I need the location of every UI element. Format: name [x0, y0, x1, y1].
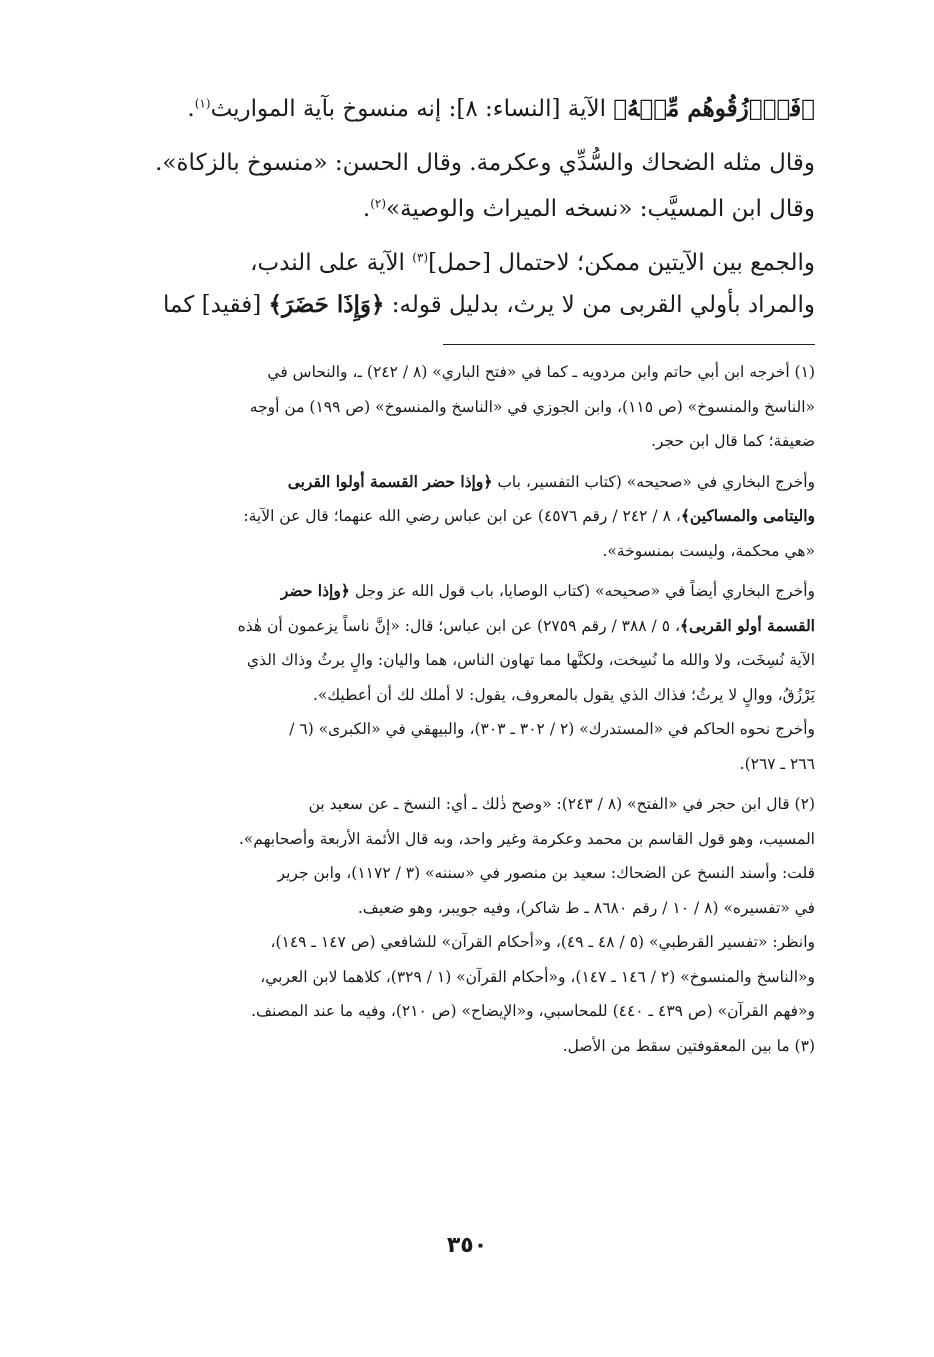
footnote-1-line: يَرْزُقُ، ووالٍ لا يرثُ؛ فذاك الذي يقول بالمعروف، يقول: لا أملك لك أن أعطيك». — [312, 685, 815, 704]
footnote-1-line: (١) أخرجه ابن أبي حاتم وابن مردويه ـ كما في «فتح الباري» (٨ / ٢٤٢) ـ، والنحاس في — [267, 363, 815, 381]
footnote-1-line — [95, 499, 815, 534]
main-text-span: الآية على الندب، — [250, 250, 413, 276]
footnote-1-line — [95, 609, 815, 644]
footnote-3-line: (٣) ما بين المعقوفتين سقط من الأصل. — [562, 1036, 815, 1055]
footnote-2-line: وانظر: «تفسير القرطبي» (٥ / ٤٨ ـ ٤٩)، و«أحكام القرآن» للشافعي (ص ١٤٧ ـ ١٤٩)، — [270, 933, 815, 951]
main-line-5 — [95, 284, 815, 326]
punctuation: . — [187, 96, 195, 122]
main-text-span: والمراد بأولي القربى من لا يرث، بدليل قوله: — [384, 292, 815, 318]
bold-chapter-title: ﴿وإذا حضر القسمة أولوا القربى — [287, 471, 493, 491]
footnote-ref: (٢) — [370, 196, 387, 211]
main-line-1 — [95, 88, 815, 130]
footnote-1-line: «الناسخ والمنسوخ» (ص ١١٥)، وابن الجوزي في «الناسخ والمنسوخ» (ص ١٩٩) من أوجه — [249, 397, 815, 416]
book-page — [95, 88, 815, 1063]
footnote-text: ، ٥ / ٣٨٨ / رقم ٢٧٥٩) عن ابن عباس؛ قال: «إنَّ ناساً يزعمون أن هٰذه — [237, 616, 680, 635]
footnote-1-line — [95, 574, 815, 609]
footnote-text: وأخرج البخاري أيضاً في «صحيحه» (كتاب الوصايا، باب قول الله عز وجل — [349, 582, 815, 600]
footnote-1-line: وأخرج نحوه الحاكم في «المستدرك» (٢ / ٣٠٢ ـ ٣٠٣)، والبيهقي في «الكبرى» (٦ / — [289, 720, 815, 738]
footnote-1-line: الآية نُسِخَت، ولا والله ما نُسِخت، ولكنَّها مما تهاون الناس، هما واليان: والٍ يرثُ وذاك الذي — [246, 651, 815, 669]
footnote-1-line — [95, 465, 815, 500]
quran-verse: ﴿وَإِذَا حَضَرَ﴾ — [268, 291, 385, 318]
footnotes — [95, 355, 815, 1063]
main-line-3 — [95, 188, 815, 230]
main-text-span: [فقيد] كما — [163, 292, 269, 318]
page-number: ٣٥٠ — [446, 1233, 488, 1258]
bold-chapter-title: ﴿وإذا حضر — [280, 581, 350, 600]
main-line-4 — [95, 242, 815, 284]
bold-chapter-title: القسمة أولو القربى﴾ — [679, 615, 815, 635]
footnote-2-line: في «تفسيره» (٨ / ١٠ / رقم ٨٦٨٠ ـ ط شاكر)، وفيه جويبر، وهو ضعيف. — [357, 898, 815, 917]
footnote-text: وأخرج البخاري في «صحيحه» (كتاب التفسير، باب — [492, 472, 815, 491]
footnote-divider — [443, 344, 815, 345]
footnote-1-line: ٢٦٦ ـ ٢٦٧). — [739, 754, 815, 773]
footnote-1-line: ضعيفة؛ كما قال ابن حجر. — [650, 432, 815, 450]
main-line-2: وقال مثله الضحاك والسُّدِّي وعكرمة. وقال الحسن: «منسوخ بالزكاة». — [155, 150, 815, 176]
footnote-1-line: «هي محكمة، وليست بمنسوخة». — [602, 541, 815, 560]
footnote-ref: (١) — [194, 96, 211, 111]
quran-verse: ﴿فَٱرۡزُقُوهُم مِّنۡهُ﴾ — [613, 95, 815, 122]
footnote-2-line: و«فهم القرآن» (ص ٤٣٩ ـ ٤٤٠) للمحاسبي، و«الإيضاح» (ص ٢١٠)، وفيه ما عند المصنف. — [251, 1002, 815, 1020]
main-text-span: والجمع بين الآيتين ممكن؛ لاحتمال [حمل] — [428, 250, 815, 276]
footnote-2-line: المسيب، وهو قول القاسم بن محمد وعكرمة وغير واحد، وبه قال الأئمة الأربعة وأصحابهم». — [238, 829, 815, 848]
main-text-span: الآية [النساء: ٨]: إنه منسوخ بآية المواريث — [210, 96, 614, 122]
footnote-2-line: و«الناسخ والمنسوخ» (٢ / ١٤٦ ـ ١٤٧)، و«أحكام القرآن» (١ / ٣٢٩)، كلاهما لابن العربي، — [260, 967, 815, 986]
punctuation: . — [362, 196, 371, 222]
main-text — [95, 88, 815, 326]
main-text-span: وقال ابن المسيَّب: «نسخه الميراث والوصية» — [386, 196, 815, 222]
bold-chapter-title: واليتامى والمساكين﴾ — [680, 506, 815, 525]
footnote-ref: (٣) — [412, 250, 429, 265]
footnote-2-line: (٢) قال ابن حجر في «الفتح» (٨ / ٢٤٣): «وصح ذٰلك ـ أي: النسخ ـ عن سعيد بن — [308, 795, 815, 813]
footnote-text: ، ٨ / ٢٤٢ / رقم ٤٥٧٦) عن ابن عباس رضي الله عنهما؛ قال عن الآية: — [243, 507, 681, 525]
footnote-2-line: قلت: وأسند النسخ عن الضحاك: سعيد بن منصور في «سننه» (٣ / ١١٧٢)، وابن جرير — [277, 864, 815, 882]
